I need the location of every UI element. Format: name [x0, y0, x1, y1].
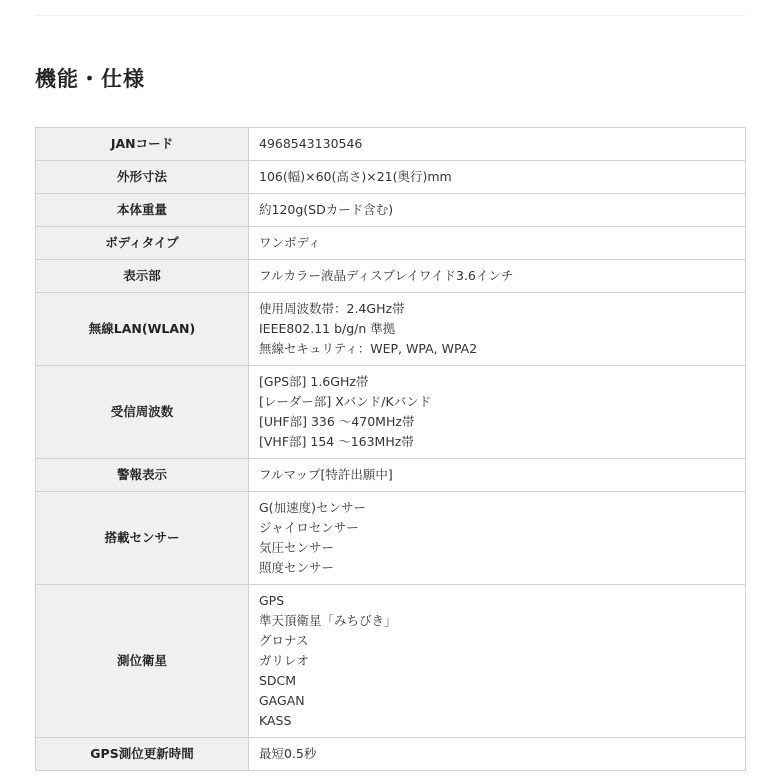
- spec-label: 本体重量: [36, 194, 249, 227]
- spec-row: [36, 227, 746, 260]
- spec-label: 外形寸法: [36, 161, 249, 194]
- spec-label: 警報表示: [36, 459, 249, 492]
- spec-value-line: IEEE802.11 b/g/n 準拠: [259, 321, 396, 336]
- spec-row: [36, 366, 746, 459]
- spec-value-line: 気圧センサー: [259, 540, 335, 555]
- spec-label: GPS測位更新時間: [36, 738, 249, 771]
- spec-value: [249, 492, 746, 585]
- spec-label: 測位衛星: [36, 585, 249, 738]
- spec-value-line: [UHF部] 336 ～470MHz帯: [259, 414, 415, 429]
- spec-label: 無線LAN(WLAN): [36, 293, 249, 366]
- section-title: 機能・仕様: [35, 67, 145, 91]
- spec-value-line: [レーダー部] Xバンド/Kバンド: [259, 394, 432, 409]
- spec-value-line: 最短0.5秒: [259, 746, 317, 761]
- spec-label: 搭載センサー: [36, 492, 249, 585]
- spec-row: [36, 161, 746, 194]
- spec-value: [249, 194, 746, 227]
- spec-value-line: SDCM: [259, 673, 297, 688]
- spec-value: [249, 738, 746, 771]
- spec-label: ボディタイプ: [36, 227, 249, 260]
- spec-value-line: 照度センサー: [259, 560, 335, 575]
- spec-value-line: ジャイロセンサー: [259, 520, 359, 535]
- spec-value-line: フルカラー液晶ディスプレイワイド3.6インチ: [259, 268, 514, 283]
- spec-value: [249, 366, 746, 459]
- spec-value: [249, 459, 746, 492]
- spec-row: [36, 738, 746, 771]
- spec-row: [36, 585, 746, 738]
- spec-value: [249, 585, 746, 738]
- spec-value-line: GAGAN: [259, 693, 305, 708]
- top-divider: [35, 15, 745, 16]
- spec-row: [36, 128, 746, 161]
- spec-value-line: グロナス: [259, 633, 309, 648]
- spec-value: [249, 128, 746, 161]
- spec-table: [35, 127, 746, 771]
- spec-value-line: 準天頂衛星「みちびき」: [259, 613, 397, 628]
- spec-label: JANコード: [36, 128, 249, 161]
- spec-row: [36, 492, 746, 585]
- spec-value-line: ガリレオ: [259, 653, 310, 668]
- spec-row: [36, 260, 746, 293]
- spec-value-line: 4968543130546: [259, 136, 363, 151]
- spec-value-line: [GPS部] 1.6GHz帯: [259, 374, 369, 389]
- spec-value-line: [VHF部] 154 ～163MHz帯: [259, 434, 414, 449]
- spec-value-line: 無線セキュリティ：WEP, WPA, WPA2: [259, 341, 478, 356]
- spec-label: 表示部: [36, 260, 249, 293]
- spec-value-line: KASS: [259, 713, 292, 728]
- spec-value-line: フルマップ[特許出願中]: [259, 467, 393, 482]
- spec-value: [249, 293, 746, 366]
- spec-value: [249, 260, 746, 293]
- spec-row: [36, 194, 746, 227]
- spec-value-line: GPS: [259, 593, 285, 608]
- spec-row: [36, 459, 746, 492]
- spec-row: [36, 293, 746, 366]
- spec-value-line: 使用周波数帯：2.4GHz帯: [259, 301, 405, 316]
- spec-label: 受信周波数: [36, 366, 249, 459]
- spec-table-body: [36, 128, 746, 771]
- spec-value-line: 106(幅)×60(高さ)×21(奥行)mm: [259, 169, 452, 184]
- spec-value-line: 約120g(SDカード含む): [259, 202, 394, 217]
- spec-value: [249, 227, 746, 260]
- spec-value-line: G(加速度)センサー: [259, 500, 366, 515]
- spec-value: [249, 161, 746, 194]
- spec-value-line: ワンボディ: [259, 235, 321, 250]
